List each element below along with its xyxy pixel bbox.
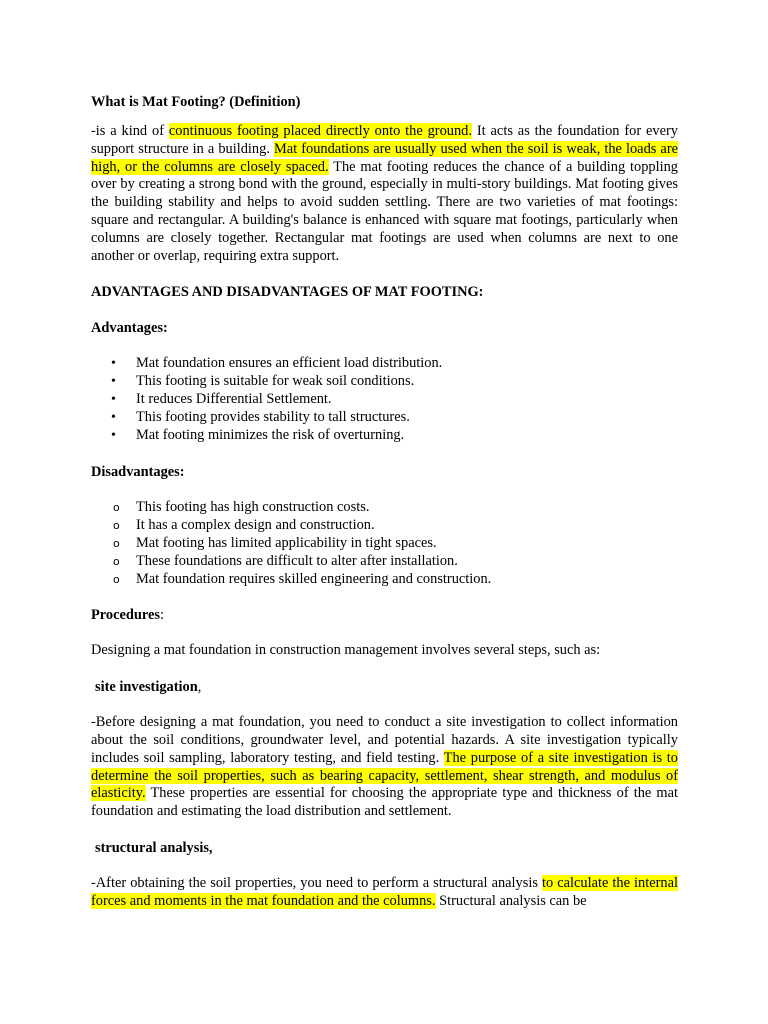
text-run: Structural analysis can be	[435, 892, 587, 909]
site-investigation-heading: site investigation	[95, 679, 198, 696]
list-item	[91, 391, 678, 409]
list-item-text: This footing has high construction costs.	[136, 498, 370, 515]
advantages-list	[91, 355, 678, 445]
text-run: -After obtaining the soil properties, you need to perform a structural analysis	[91, 875, 542, 892]
text-run: -is a kind of	[91, 123, 169, 139]
circle-bullet-icon: o	[113, 572, 120, 586]
text-run: -Before designing a mat foundation, you need to conduct a site investigation to collect information about the soil conditions, groundwater level, and potential hazards. A site investigation typically includes soil sampling, laboratory testing, and field testing.	[91, 714, 678, 766]
page-title: What is Mat Footing? (Definition)	[91, 94, 301, 110]
text-run: These properties are essential for choosing the appropriate type and thickness of the mat foundation and estimating the load distribution and settlement.	[91, 785, 678, 820]
bullet-icon: •	[111, 410, 116, 426]
procedures-heading: Procedures	[91, 607, 161, 624]
bullet-icon: •	[111, 356, 116, 372]
list-item-text: It has a complex design and construction.	[136, 516, 375, 533]
structural-analysis-paragraph	[91, 875, 678, 911]
disadvantages-heading: Disadvantages:	[91, 463, 185, 480]
list-item	[91, 535, 678, 553]
bullet-icon: •	[111, 428, 116, 443]
site-investigation-heading-suffix: ,	[197, 679, 202, 696]
list-item	[91, 427, 678, 445]
list-item-text: This footing provides stability to tall structures.	[136, 409, 410, 426]
highlighted-text: to calculate the internal forces and moments in the mat foundation and the columns.	[91, 875, 678, 909]
procedures-heading-line	[91, 606, 678, 624]
structural-analysis-heading: structural analysis,	[95, 840, 213, 857]
list-item	[91, 499, 678, 517]
circle-bullet-icon: o	[113, 554, 120, 568]
list-item	[91, 355, 678, 373]
site-investigation-heading-line	[91, 678, 678, 696]
disadvantages-list	[91, 499, 678, 589]
bullet-icon: •	[111, 374, 116, 390]
highlighted-text: The purpose of a site investigation is to determine the soil properties, such as bearing capacity, settlement, shear strength, and modulus of elasticity.	[91, 749, 678, 802]
circle-bullet-icon: o	[113, 536, 120, 550]
procedures-intro: Designing a mat foundation in construction management involves several steps, such as:	[91, 642, 601, 659]
list-item	[91, 409, 678, 427]
bullet-icon: •	[111, 392, 116, 408]
list-item	[91, 373, 678, 391]
list-item	[91, 571, 678, 589]
definition-paragraph	[91, 123, 678, 265]
circle-bullet-icon: o	[113, 518, 120, 532]
list-item	[91, 517, 678, 535]
list-item-text: These foundations are difficult to alter after installation.	[136, 552, 458, 569]
document-content	[91, 93, 678, 911]
list-item	[91, 553, 678, 571]
list-item-text: Mat footing minimizes the risk of overturning.	[136, 427, 405, 443]
highlighted-text: continuous footing placed directly onto the ground.	[168, 123, 472, 139]
procedures-heading-suffix: :	[160, 607, 165, 624]
section-heading: ADVANTAGES AND DISADVANTAGES OF MAT FOOTING:	[91, 284, 484, 301]
text-run: The mat footing reduces the chance of a building toppling over by creating a strong bond with the ground, especially in multi-story buildings. Mat footing gives the building stability and helps to avoid sudden settling. There are two varieties of mat footings: square and rectangular. A building's balance is enhanced with square mat footings, particularly when columns are closely together. Rectangular mat footings are used when columns are next to one another or overlap, requiring extra support.	[91, 158, 678, 264]
list-item-text: Mat footing has limited applicability in tight spaces.	[136, 534, 437, 551]
site-investigation-paragraph	[91, 714, 678, 821]
structural-analysis-heading-line	[91, 839, 678, 857]
list-item-text: Mat foundation requires skilled engineering and construction.	[136, 570, 492, 587]
highlighted-text: Mat foundations are usually used when the soil is weak, the loads are high, or the columns are closely spaced.	[91, 140, 678, 175]
list-item-text: It reduces Differential Settlement.	[136, 391, 332, 408]
circle-bullet-icon: o	[113, 500, 120, 514]
list-item-text: This footing is suitable for weak soil conditions.	[136, 373, 415, 390]
list-item-text: Mat foundation ensures an efficient load distribution.	[136, 355, 443, 372]
advantages-heading: Advantages:	[91, 320, 168, 337]
text-run: It acts as the foundation for every support structure in a building.	[91, 123, 678, 157]
